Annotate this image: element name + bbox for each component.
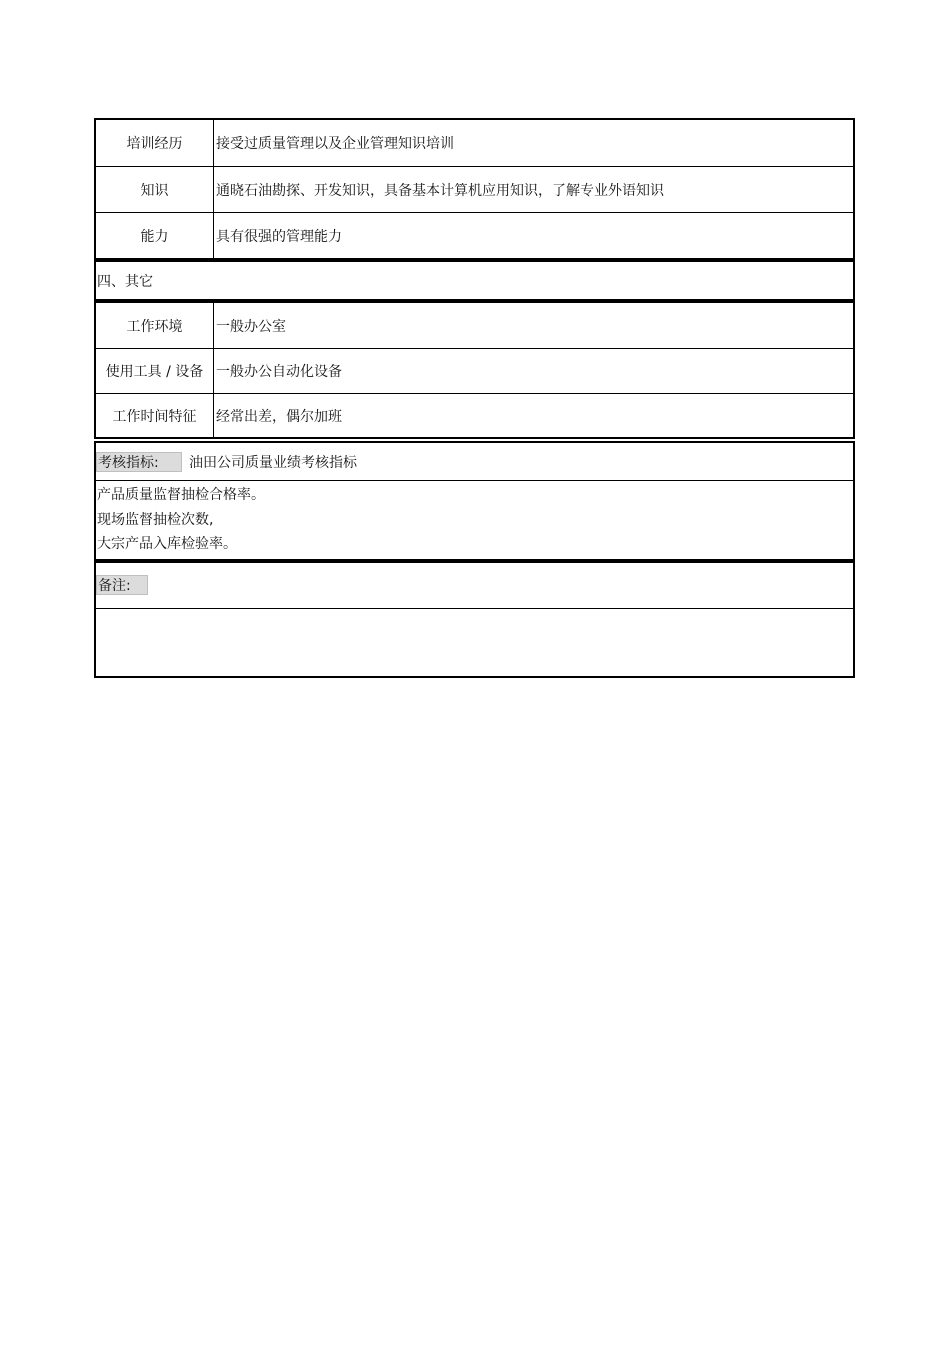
notes-table [94, 561, 855, 678]
notes-content [96, 608, 853, 676]
environment-label: 工作环境 [96, 303, 214, 348]
kpi-list [96, 480, 853, 559]
list-item: 大宗产品入库检验率。 [97, 536, 237, 552]
job-description-sheet [94, 118, 855, 678]
other-info-table [94, 301, 855, 439]
environment-value: 一般办公室 [216, 318, 286, 335]
qualifications-table [94, 118, 855, 260]
table-row-tools [96, 348, 853, 393]
kpi-header [96, 443, 853, 480]
list-item: 产品质量监督抽检合格率。 [97, 487, 265, 503]
notes-header [96, 563, 853, 608]
table-row-environment [96, 303, 853, 348]
list-item: 现场监督抽检次数, [97, 511, 214, 528]
work-time-value: 经常出差，偶尔加班 [216, 408, 342, 425]
section-other-header [94, 260, 855, 301]
work-time-label: 工作时间特征 [96, 394, 214, 437]
notes-label: 备注: [96, 575, 148, 595]
tools-label: 使用工具 / 设备 [96, 349, 214, 393]
tools-value: 一般办公自动化设备 [216, 364, 342, 380]
table-row-training [96, 120, 853, 166]
kpi-title: 油田公司质量业绩考核指标 [189, 454, 357, 471]
training-label: 培训经历 [96, 120, 214, 166]
knowledge-value: 通晓石油勘探、开发知识，具备基本计算机应用知识，了解专业外语知识 [216, 182, 664, 199]
kpi-table [94, 441, 855, 561]
ability-value: 具有很强的管理能力 [216, 228, 342, 245]
table-row-work-time [96, 393, 853, 437]
kpi-label: 考核指标: [96, 452, 182, 472]
table-row-knowledge [96, 166, 853, 212]
training-value: 接受过质量管理以及企业管理知识培训 [216, 136, 454, 152]
table-row-ability [96, 212, 853, 258]
knowledge-label: 知识 [96, 167, 214, 212]
section-title: 四、其它 [97, 273, 153, 290]
ability-label: 能力 [96, 213, 214, 258]
